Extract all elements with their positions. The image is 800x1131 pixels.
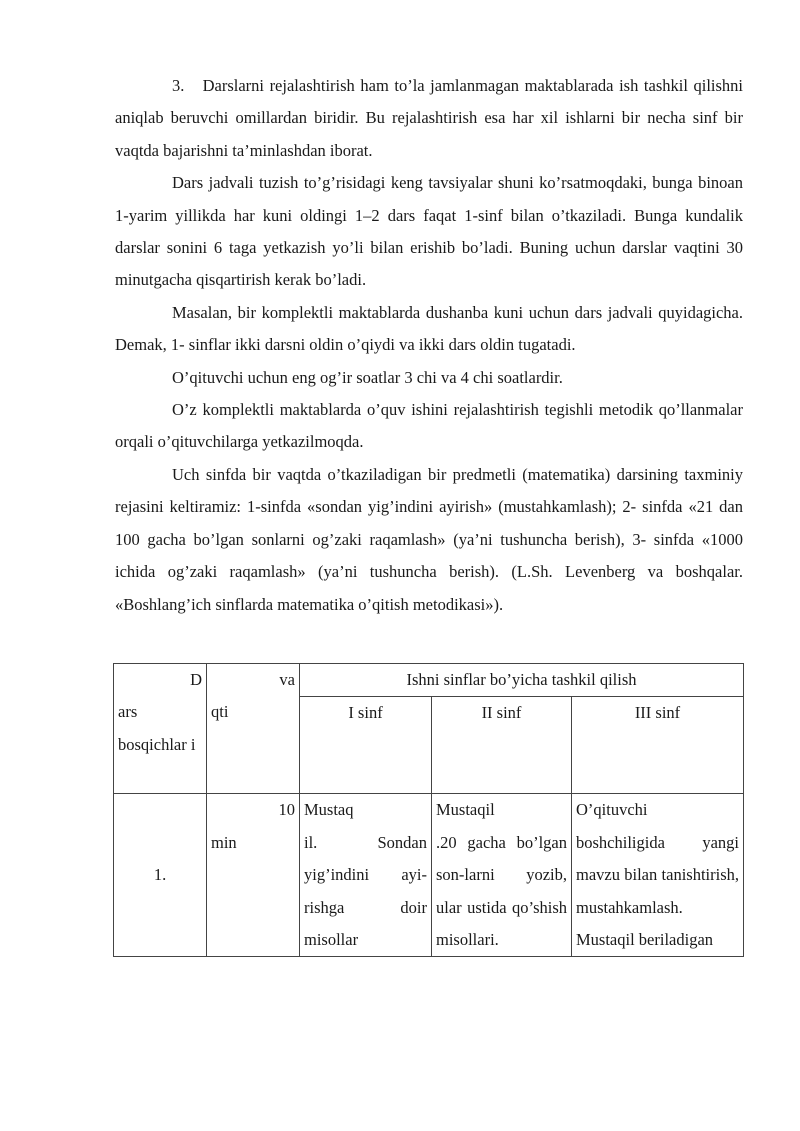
header-time: va qti bbox=[207, 664, 300, 794]
header-class-3: III sinf bbox=[572, 697, 744, 794]
row-class-1: Mustaq il. Sondan yig’indini ayi-rishga doir misollar bbox=[300, 794, 432, 957]
paragraph-example: Masalan, bir komplektli maktablarda dushanba kuni uchun dars jadvali quyidagicha. Demak, 1- sinflar ikki darsni oldin o’qiydi va ikki dars oldin tugatadi. bbox=[115, 302, 743, 355]
lesson-plan-table bbox=[113, 663, 744, 957]
row-stage: 1. bbox=[114, 794, 207, 957]
header-group: Ishni sinflar bo’yicha tashkil qilish bbox=[300, 664, 744, 697]
header-stages: D ars bosqichlar i bbox=[114, 664, 207, 794]
body-text bbox=[115, 70, 743, 621]
row-class-3: O’qituvchi boshchiligida yangi mavzu bilan tanishtirish, mustahkamlash. Mustaqil beriladigan bbox=[572, 794, 744, 957]
row-class-2: Mustaqil .20 gacha bo’lgan son-larni yozib, ular ustida qo’shish misollari. bbox=[432, 794, 572, 957]
paragraph-lesson-plan: Uch sinfda bir vaqtda o’tkaziladigan bir predmetli (matematika) darsining taxminiy rejasini keltiramiz: 1-sinfda «sondan yig’indini ayirish» (mustahkamlash); 2- sinfda «21 dan 100 gacha bo’lgan sonlarni og’zaki raqamlash» (ya’ni tushuncha berish), 3- sinfda «1000 ichida og’zaki raqamlash» (ya’ni tushuncha berish). (L.Sh. Levenberg va boshqalar. «Boshlang’ich sinflarda matematika o’qitish metodikasi»). bbox=[115, 464, 743, 614]
table-row bbox=[114, 794, 744, 957]
paragraph-methodical-guides: O’z komplektli maktablarda o’quv ishini rejalashtirish tegishli metodik qo’llanmalar orqali o’qituvchilarga yetkazilmoqda. bbox=[115, 400, 743, 452]
paragraph-3: 3. Darslarni rejalashtirish ham to’la jamlanmagan maktablarada ish tashkil qilishni aniqlab beruvchi omillardan biridir. Bu rejalashtirish esa har xil ishlarni bir necha sinf bir vaqtda bajarishni ta’minlashdan iborat. bbox=[115, 70, 743, 167]
header-class-1: I sinf bbox=[300, 697, 432, 794]
paragraph-number: 3. bbox=[172, 76, 185, 95]
paragraph-schedule-recommendations: Dars jadvali tuzish to’g’risidagi keng tavsiyalar shuni ko’rsatmoqdaki, bunga binoan 1-yarim yillikda har kuni oldingi 1–2 dars faqat 1-sinf bilan o’tkaziladi. Bunga kundalik darslar sonini 6 taga yetkazish yo’li bilan erishib bo’ladi. Buning uchun darslar vaqtini 30 minutgacha qisqartirish kerak bo’ladi. bbox=[115, 173, 743, 290]
row-time: 10 min bbox=[207, 794, 300, 957]
table-header-row bbox=[114, 664, 744, 697]
paragraph-hardest-hours: O’qituvchi uchun eng og’ir soatlar 3 chi va 4 chi soatlardir. bbox=[172, 367, 563, 387]
header-class-2: II sinf bbox=[432, 697, 572, 794]
